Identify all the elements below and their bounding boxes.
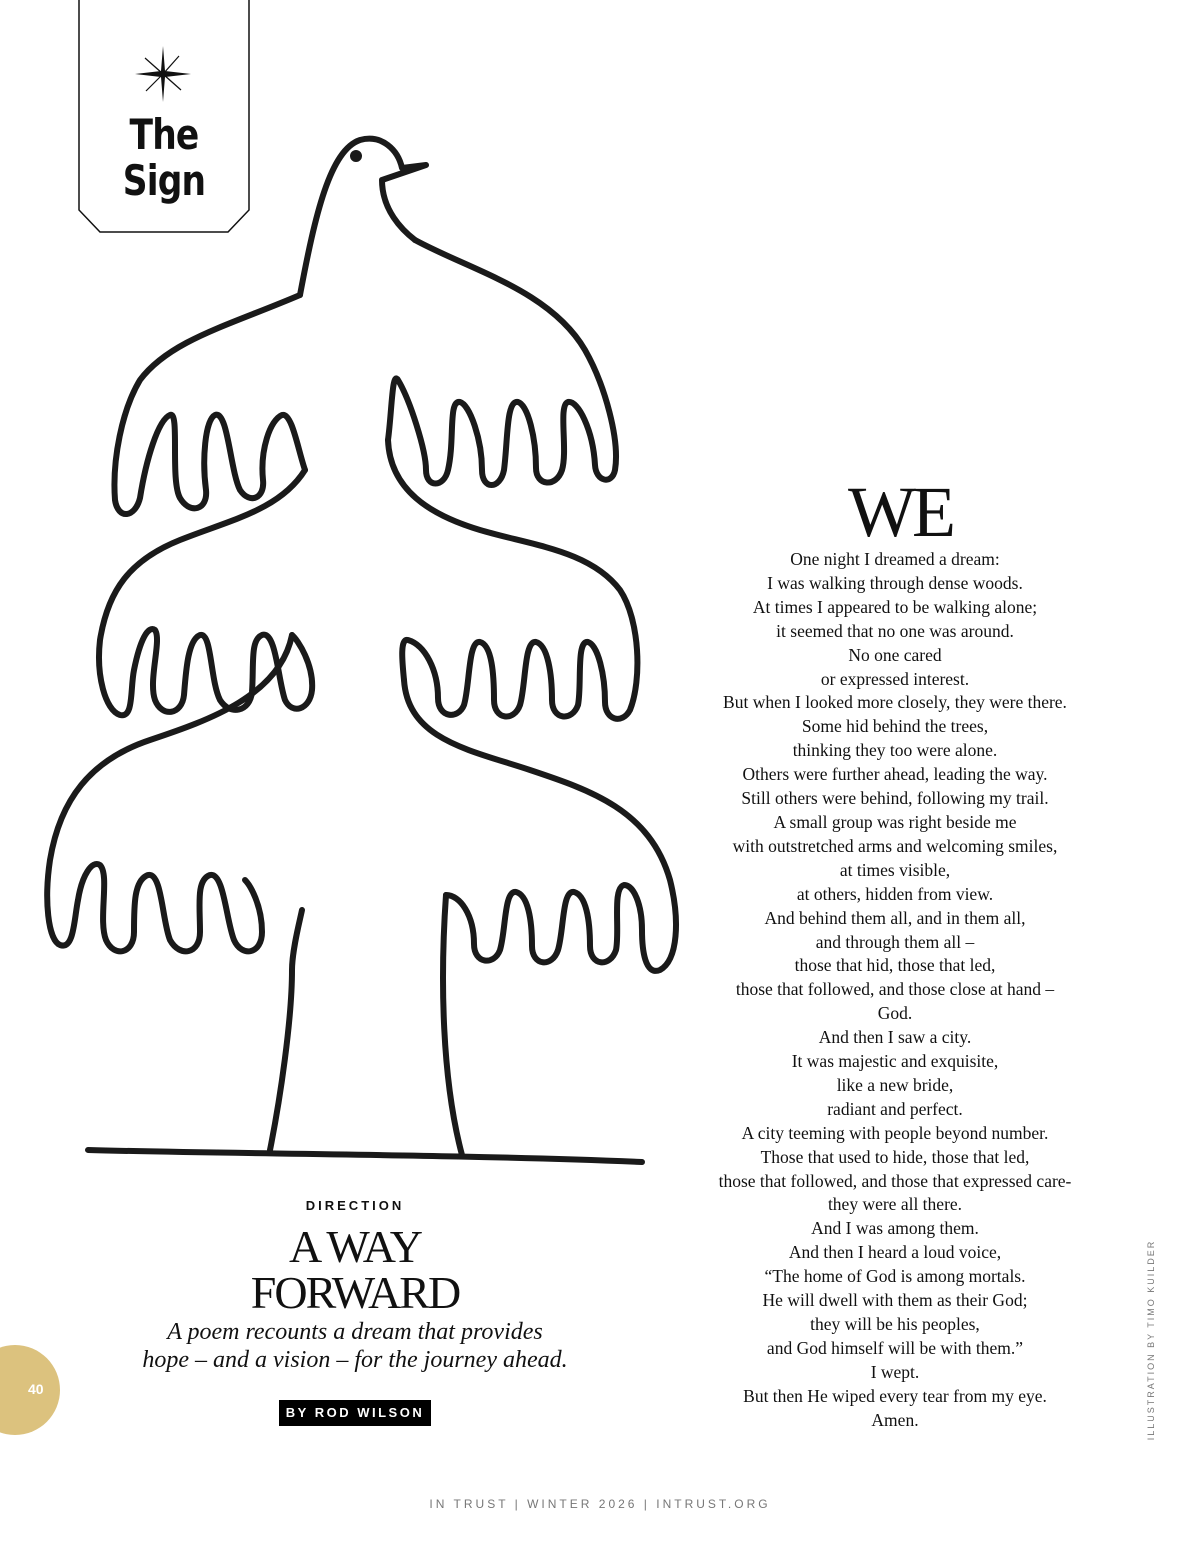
poem-line: those that followed, and those that expressed care- — [718, 1170, 1072, 1191]
poem-line: But then He wiped every tear from my eye. — [743, 1385, 1047, 1406]
poem-line: One night I dreamed a dream: — [790, 549, 1000, 569]
poem-line: Still others were behind, following my trail. — [741, 788, 1049, 809]
poem-line: or expressed interest. — [820, 668, 970, 689]
poem-line: like a new bride, — [836, 1074, 954, 1095]
page-footer: IN TRUST | WINTER 2026 | INTRUST.ORG — [429, 1497, 771, 1511]
section-kicker: DIRECTION — [305, 1198, 405, 1213]
poem-line: And then I heard a loud voice, — [788, 1242, 1002, 1263]
poem-line: A small group was right beside me — [773, 811, 1017, 832]
poem-line: radiant and perfect. — [827, 1098, 963, 1119]
poem-line: and God himself will be with them.” — [766, 1337, 1024, 1358]
headline-line: FORWARD — [250, 1267, 460, 1318]
poem-line: “The home of God is among mortals. — [764, 1266, 1026, 1287]
article-deck — [120, 1318, 590, 1374]
poem-line: they were all there. — [827, 1194, 963, 1215]
poem-line: And behind them all, and in them all, — [764, 907, 1026, 928]
poem-line: He will dwell with them as their God; — [762, 1290, 1028, 1311]
poem-line: And I was among them. — [811, 1218, 979, 1239]
poem-line: at times visible, — [839, 859, 951, 880]
poem-body — [690, 548, 1100, 1433]
page-number: 40 — [28, 1381, 44, 1397]
poem-line: I wept. — [870, 1361, 920, 1382]
poem-line: I was walking through dense woods. — [767, 572, 1023, 593]
poem-line: with outstretched arms and welcoming smiles, — [732, 835, 1058, 856]
poem-line: they will be his peoples, — [810, 1314, 980, 1334]
deck-line: hope – and a vision – for the journey ahead. — [142, 1347, 568, 1373]
star-icon — [133, 44, 193, 104]
poem-line: And then I saw a city. — [818, 1027, 972, 1048]
dove-tree-illustration — [30, 120, 700, 1180]
poem-line: It was majestic and exquisite, — [791, 1051, 999, 1072]
page-number-badge — [0, 1345, 60, 1435]
illustration-credit: ILLUSTRATION BY TIMO KUILDER — [1146, 1239, 1156, 1441]
byline-badge: BY ROD WILSON — [279, 1400, 431, 1426]
poem-line: at others, hidden from view. — [796, 883, 994, 904]
section-title: The Sign — [122, 110, 206, 205]
headline-line: A WAY — [289, 1221, 421, 1272]
poem-line: those that hid, those that led, — [794, 955, 996, 976]
poem-line: At times I appeared to be walking alone; — [752, 596, 1038, 617]
article-headline — [190, 1221, 520, 1318]
poem-line: No one cared — [848, 644, 942, 665]
poem-line: it seemed that no one was around. — [776, 620, 1014, 641]
poem-line: Some hid behind the trees, — [801, 716, 989, 737]
poem-line: God. — [877, 1003, 913, 1024]
poem-line: those that followed, and those close at hand – — [735, 979, 1055, 1000]
poem-line: thinking they too were alone. — [792, 740, 998, 761]
poem-title: WE — [848, 472, 952, 552]
poem-line: and through them all – — [815, 931, 975, 952]
poem-line: Those that used to hide, those that led, — [760, 1146, 1030, 1167]
poem-line: Amen. — [871, 1409, 919, 1430]
poem-line: Others were further ahead, leading the way. — [742, 764, 1048, 785]
deck-line: A poem recounts a dream that provides — [167, 1319, 543, 1345]
poem-line: A city teeming with people beyond number. — [741, 1122, 1049, 1143]
poem-line: But when I looked more closely, they were there. — [723, 692, 1067, 713]
